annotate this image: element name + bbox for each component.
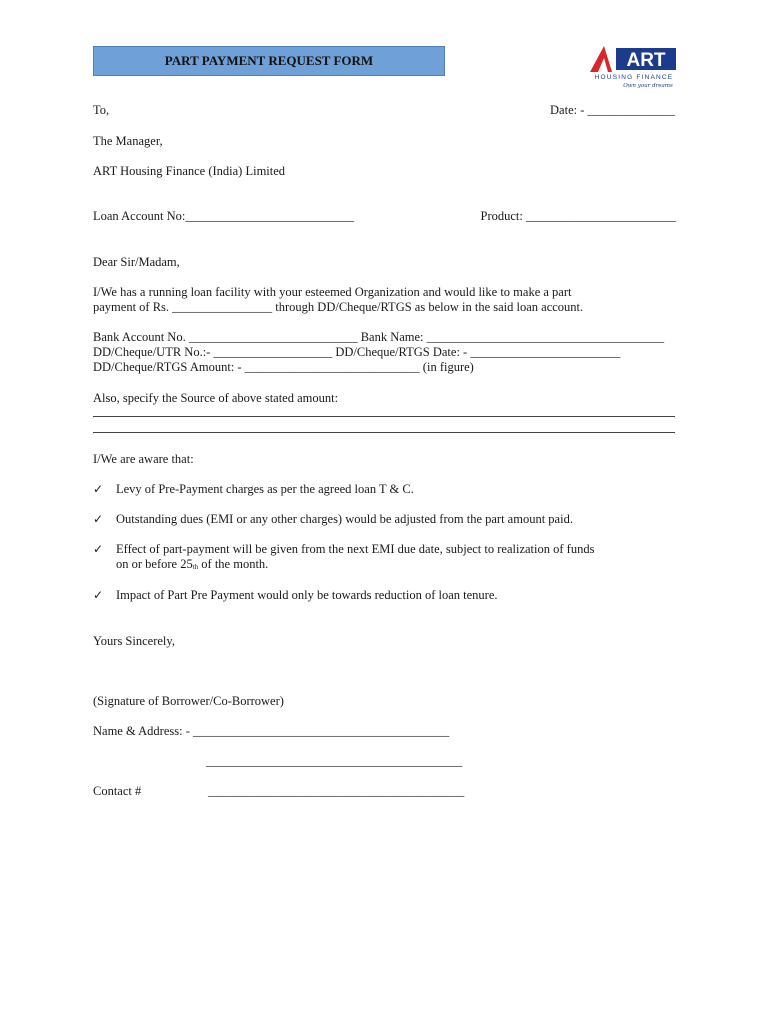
to-label: To, <box>93 103 110 117</box>
yours-sincerely: Yours Sincerely, <box>93 634 175 648</box>
body-line-1: I/We has a running loan facility with your esteemed Organization and would like to make a part <box>93 285 572 299</box>
source-label: Also, specify the Source of above stated amount: <box>93 391 339 405</box>
name-address-field[interactable]: Name & Address: - _________________________________________ <box>93 724 450 738</box>
check-icon: ✓ <box>93 542 104 556</box>
salutation: Dear Sir/Madam, <box>93 255 180 269</box>
source-input-line-2[interactable] <box>93 432 675 433</box>
signature-label: (Signature of Borrower/Co-Borrower) <box>93 694 284 708</box>
bank-account-line[interactable]: Bank Account No. ___________________________ Bank Name: ______________________________________ <box>93 330 665 344</box>
check-icon: ✓ <box>93 482 104 496</box>
art-housing-finance-logo <box>586 42 682 90</box>
logo-brand-text: ART <box>626 50 666 71</box>
contact-field[interactable]: _________________________________________ <box>208 784 465 798</box>
aware-item-2: Outstanding dues (EMI or any other charges) would be adjusted from the part amount paid. <box>116 512 573 526</box>
check-icon: ✓ <box>93 512 104 526</box>
address-line-2[interactable]: _________________________________________ <box>206 754 463 768</box>
loan-account-field[interactable]: Loan Account No:___________________________ <box>93 209 355 223</box>
aware-item-1: Levy of Pre-Payment charges as per the agreed loan T & C. <box>116 482 414 496</box>
aware-item-3: Effect of part-payment will be given from the next EMI due date, subject to realization of funds <box>116 542 595 556</box>
date-field[interactable]: Date: - ______________ <box>550 103 675 117</box>
aware-intro: I/We are aware that: <box>93 452 194 466</box>
company-name: ART Housing Finance (India) Limited <box>93 164 286 178</box>
aware-item-4: Impact of Part Pre Payment would only be towards reduction of loan tenure. <box>116 588 498 602</box>
logo-subtitle-text: HOUSING FINANCE <box>594 74 674 81</box>
product-field[interactable]: Product: ________________________ <box>480 209 676 223</box>
utr-line[interactable]: DD/Cheque/UTR No.:- ___________________ DD/Cheque/RTGS Date: - ________________________ <box>93 345 621 359</box>
amount-line[interactable]: DD/Cheque/RTGS Amount: - ____________________________ (in figure) <box>93 360 474 374</box>
logo-tagline-text: Own your dreams <box>623 83 673 89</box>
source-input-line-1[interactable] <box>93 416 675 417</box>
manager-label: The Manager, <box>93 134 163 148</box>
check-icon: ✓ <box>93 588 104 602</box>
body-line-2[interactable]: payment of Rs. ________________ through DD/Cheque/RTGS as below in the said loan account. <box>93 300 584 314</box>
contact-label: Contact # <box>93 784 142 798</box>
form-title: PART PAYMENT REQUEST FORM <box>93 46 445 76</box>
aware-item-3-continued: on or before $25_{th}$ of the month. <box>116 557 269 571</box>
